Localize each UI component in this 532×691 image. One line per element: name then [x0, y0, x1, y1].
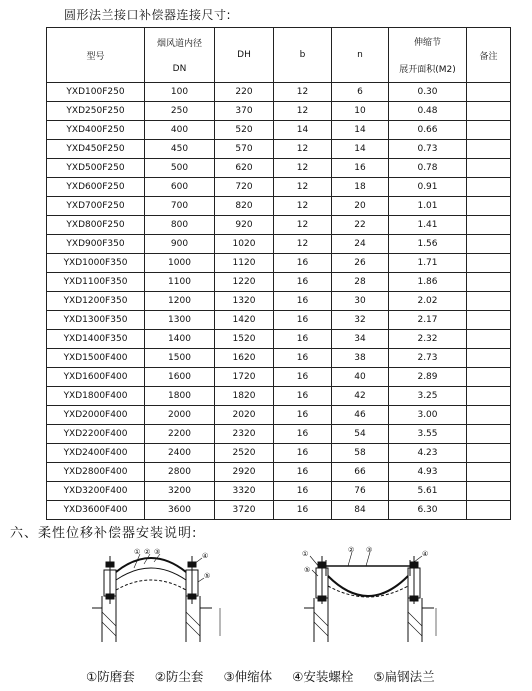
- cell-dh: 1620: [215, 349, 274, 368]
- cell-dn: 2400: [145, 444, 215, 463]
- cell-dn: 3200: [145, 482, 215, 501]
- header-dn: [145, 28, 215, 83]
- legend-item-1: ①防磨套: [86, 669, 135, 684]
- cell-n: 10: [332, 102, 389, 121]
- cell-dh: 2520: [215, 444, 274, 463]
- cell-remark: [467, 102, 511, 121]
- cell-n: 58: [332, 444, 389, 463]
- cell-dh: 3720: [215, 501, 274, 520]
- cell-n: 46: [332, 406, 389, 425]
- cell-n: 38: [332, 349, 389, 368]
- cell-n: 42: [332, 387, 389, 406]
- cell-dh: 1320: [215, 292, 274, 311]
- table-row: [47, 216, 511, 235]
- cell-dh: 1420: [215, 311, 274, 330]
- cell-model: YXD1000F350: [47, 254, 145, 273]
- cell-remark: [467, 311, 511, 330]
- cell-model: YXD600F250: [47, 178, 145, 197]
- cell-model: YXD1100F350: [47, 273, 145, 292]
- table-row: [47, 197, 511, 216]
- dimension-table: [46, 27, 511, 520]
- cell-n: 34: [332, 330, 389, 349]
- cell-b: 16: [274, 406, 332, 425]
- cell-dn: 1200: [145, 292, 215, 311]
- cell-dn: 3600: [145, 501, 215, 520]
- cell-remark: [467, 235, 511, 254]
- header-area-line1: 伸缩节: [413, 38, 441, 48]
- right-callout-5: ⑤: [304, 566, 311, 574]
- cell-remark: [467, 254, 511, 273]
- cell-model: YXD1300F350: [47, 311, 145, 330]
- header-n: n: [332, 28, 389, 83]
- cell-n: 24: [332, 235, 389, 254]
- cell-remark: [467, 178, 511, 197]
- header-remark: 备注: [467, 28, 511, 83]
- cell-dh: 570: [215, 140, 274, 159]
- cell-remark: [467, 425, 511, 444]
- cell-remark: [467, 197, 511, 216]
- cell-b: 16: [274, 368, 332, 387]
- cell-dh: 220: [215, 83, 274, 102]
- cell-n: 6: [332, 83, 389, 102]
- cell-b: 14: [274, 121, 332, 140]
- header-area-line2: 展开面积(M2): [399, 65, 456, 75]
- header-dn-line2: DN: [172, 64, 187, 75]
- cell-dh: 620: [215, 159, 274, 178]
- cell-remark: [467, 140, 511, 159]
- cell-dn: 1400: [145, 330, 215, 349]
- cell-dn: 800: [145, 216, 215, 235]
- legend-item-3: ③伸缩体: [223, 669, 273, 684]
- cell-model: YXD1800F400: [47, 387, 145, 406]
- cell-dn: 2200: [145, 425, 215, 444]
- cell-b: 16: [274, 349, 332, 368]
- cell-model: YXD1600F400: [47, 368, 145, 387]
- cell-n: 22: [332, 216, 389, 235]
- cell-remark: [467, 83, 511, 102]
- cell-area: 3.25: [389, 387, 467, 406]
- table-row: [47, 349, 511, 368]
- cell-dn: 1600: [145, 368, 215, 387]
- header-b: b: [274, 28, 332, 83]
- cell-dn: 700: [145, 197, 215, 216]
- table-row: [47, 178, 511, 197]
- section-title: 六、柔性位移补偿器安装说明:: [10, 526, 198, 541]
- cell-remark: [467, 463, 511, 482]
- cell-area: 0.48: [389, 102, 467, 121]
- table-row: [47, 425, 511, 444]
- cell-area: 4.23: [389, 444, 467, 463]
- table-row: [47, 235, 511, 254]
- cell-area: 5.61: [389, 482, 467, 501]
- cell-dn: 500: [145, 159, 215, 178]
- cell-model: YXD450F250: [47, 140, 145, 159]
- table-row: [47, 254, 511, 273]
- cell-dh: 1020: [215, 235, 274, 254]
- cell-dh: 1820: [215, 387, 274, 406]
- cell-dh: 1220: [215, 273, 274, 292]
- cell-b: 16: [274, 463, 332, 482]
- cell-dn: 250: [145, 102, 215, 121]
- table-row: [47, 159, 511, 178]
- cell-remark: [467, 444, 511, 463]
- cell-dh: 2920: [215, 463, 274, 482]
- cell-n: 16: [332, 159, 389, 178]
- left-callout-3: ③: [154, 548, 161, 556]
- cell-remark: [467, 292, 511, 311]
- header-dn-line1: 烟风道内径: [156, 38, 202, 49]
- cell-area: 0.73: [389, 140, 467, 159]
- cell-n: 20: [332, 197, 389, 216]
- cell-model: YXD800F250: [47, 216, 145, 235]
- cell-b: 16: [274, 254, 332, 273]
- cell-dn: 1800: [145, 387, 215, 406]
- left-callout-4: ④: [202, 552, 209, 560]
- cell-model: YXD900F350: [47, 235, 145, 254]
- cell-dh: 920: [215, 216, 274, 235]
- cell-dn: 2000: [145, 406, 215, 425]
- cell-dh: 1520: [215, 330, 274, 349]
- cell-area: 3.00: [389, 406, 467, 425]
- cell-remark: [467, 387, 511, 406]
- cell-dh: 2320: [215, 425, 274, 444]
- table-row: [47, 121, 511, 140]
- table-row: [47, 444, 511, 463]
- cell-area: 2.32: [389, 330, 467, 349]
- cell-model: YXD100F250: [47, 83, 145, 102]
- cell-b: 16: [274, 425, 332, 444]
- cell-dn: 400: [145, 121, 215, 140]
- cell-remark: [467, 406, 511, 425]
- right-installation-diagram: [290, 546, 450, 642]
- cell-area: 0.30: [389, 83, 467, 102]
- cell-model: YXD250F250: [47, 102, 145, 121]
- cell-b: 12: [274, 83, 332, 102]
- cell-remark: [467, 273, 511, 292]
- legend-item-4: ④安装螺栓: [292, 669, 354, 684]
- cell-model: YXD2000F400: [47, 406, 145, 425]
- cell-remark: [467, 368, 511, 387]
- cell-area: 1.71: [389, 254, 467, 273]
- cell-dn: 100: [145, 83, 215, 102]
- cell-n: 84: [332, 501, 389, 520]
- cell-b: 16: [274, 330, 332, 349]
- component-legend: [86, 667, 435, 685]
- table-row: [47, 501, 511, 520]
- table-header-row: [47, 28, 511, 83]
- left-installation-diagram: [82, 546, 242, 642]
- cell-dh: 2020: [215, 406, 274, 425]
- cell-area: 2.17: [389, 311, 467, 330]
- table-row: [47, 330, 511, 349]
- left-callout-2: ②: [144, 548, 151, 556]
- cell-model: YXD700F250: [47, 197, 145, 216]
- cell-b: 12: [274, 159, 332, 178]
- cell-model: YXD500F250: [47, 159, 145, 178]
- cell-area: 3.55: [389, 425, 467, 444]
- cell-dh: 720: [215, 178, 274, 197]
- left-callout-5: ⑤: [204, 572, 211, 580]
- cell-dh: 370: [215, 102, 274, 121]
- table-row: [47, 292, 511, 311]
- cell-model: YXD400F250: [47, 121, 145, 140]
- cell-area: 0.91: [389, 178, 467, 197]
- cell-n: 76: [332, 482, 389, 501]
- cell-remark: [467, 501, 511, 520]
- cell-n: 54: [332, 425, 389, 444]
- cell-dh: 1120: [215, 254, 274, 273]
- right-callout-3: ③: [366, 546, 373, 554]
- legend-item-2: ②防尘套: [154, 669, 204, 684]
- header-area: [389, 28, 467, 83]
- table-row: [47, 273, 511, 292]
- table-row: [47, 102, 511, 121]
- right-callout-2: ②: [348, 546, 355, 554]
- table-row: [47, 368, 511, 387]
- cell-area: 1.41: [389, 216, 467, 235]
- cell-n: 28: [332, 273, 389, 292]
- cell-b: 12: [274, 197, 332, 216]
- cell-b: 12: [274, 102, 332, 121]
- cell-model: YXD1200F350: [47, 292, 145, 311]
- table-title: 圆形法兰接口补偿器连接尺寸:: [64, 8, 232, 22]
- right-callout-4: ④: [422, 550, 429, 558]
- cell-n: 14: [332, 140, 389, 159]
- cell-n: 32: [332, 311, 389, 330]
- table-row: [47, 311, 511, 330]
- table-row: [47, 387, 511, 406]
- cell-dn: 900: [145, 235, 215, 254]
- legend-item-5: ⑤扁钢法兰: [373, 669, 435, 684]
- table-body: [47, 83, 511, 520]
- cell-dn: 1500: [145, 349, 215, 368]
- cell-dh: 520: [215, 121, 274, 140]
- cell-b: 16: [274, 273, 332, 292]
- cell-remark: [467, 121, 511, 140]
- cell-dh: 820: [215, 197, 274, 216]
- cell-area: 2.89: [389, 368, 467, 387]
- table-row: [47, 406, 511, 425]
- cell-b: 16: [274, 387, 332, 406]
- header-dh: DH: [215, 28, 274, 83]
- cell-area: 2.02: [389, 292, 467, 311]
- table-row: [47, 140, 511, 159]
- cell-b: 16: [274, 501, 332, 520]
- cell-dn: 1300: [145, 311, 215, 330]
- cell-remark: [467, 159, 511, 178]
- left-callout-1: ①: [134, 548, 141, 556]
- cell-remark: [467, 216, 511, 235]
- cell-model: YXD3600F400: [47, 501, 145, 520]
- cell-dn: 450: [145, 140, 215, 159]
- cell-b: 12: [274, 235, 332, 254]
- cell-area: 1.56: [389, 235, 467, 254]
- cell-model: YXD1400F350: [47, 330, 145, 349]
- cell-b: 16: [274, 482, 332, 501]
- cell-area: 4.93: [389, 463, 467, 482]
- cell-b: 12: [274, 216, 332, 235]
- cell-remark: [467, 482, 511, 501]
- table-row: [47, 463, 511, 482]
- cell-dn: 2800: [145, 463, 215, 482]
- cell-b: 12: [274, 140, 332, 159]
- cell-b: 12: [274, 178, 332, 197]
- cell-dn: 1100: [145, 273, 215, 292]
- cell-n: 18: [332, 178, 389, 197]
- cell-n: 30: [332, 292, 389, 311]
- cell-dn: 1000: [145, 254, 215, 273]
- cell-dn: 600: [145, 178, 215, 197]
- cell-n: 26: [332, 254, 389, 273]
- cell-b: 16: [274, 292, 332, 311]
- cell-remark: [467, 330, 511, 349]
- cell-b: 16: [274, 311, 332, 330]
- cell-model: YXD2200F400: [47, 425, 145, 444]
- cell-n: 66: [332, 463, 389, 482]
- cell-dh: 1720: [215, 368, 274, 387]
- right-callout-1: ①: [302, 550, 309, 558]
- cell-model: YXD2800F400: [47, 463, 145, 482]
- cell-n: 14: [332, 121, 389, 140]
- cell-remark: [467, 349, 511, 368]
- cell-model: YXD2400F400: [47, 444, 145, 463]
- cell-area: 1.01: [389, 197, 467, 216]
- cell-area: 0.78: [389, 159, 467, 178]
- table-row: [47, 482, 511, 501]
- cell-n: 40: [332, 368, 389, 387]
- cell-area: 6.30: [389, 501, 467, 520]
- cell-model: YXD1500F400: [47, 349, 145, 368]
- cell-model: YXD3200F400: [47, 482, 145, 501]
- cell-dh: 3320: [215, 482, 274, 501]
- table-row: [47, 83, 511, 102]
- cell-area: 1.86: [389, 273, 467, 292]
- cell-b: 16: [274, 444, 332, 463]
- cell-area: 2.73: [389, 349, 467, 368]
- cell-area: 0.66: [389, 121, 467, 140]
- header-model: 型号: [47, 28, 145, 83]
